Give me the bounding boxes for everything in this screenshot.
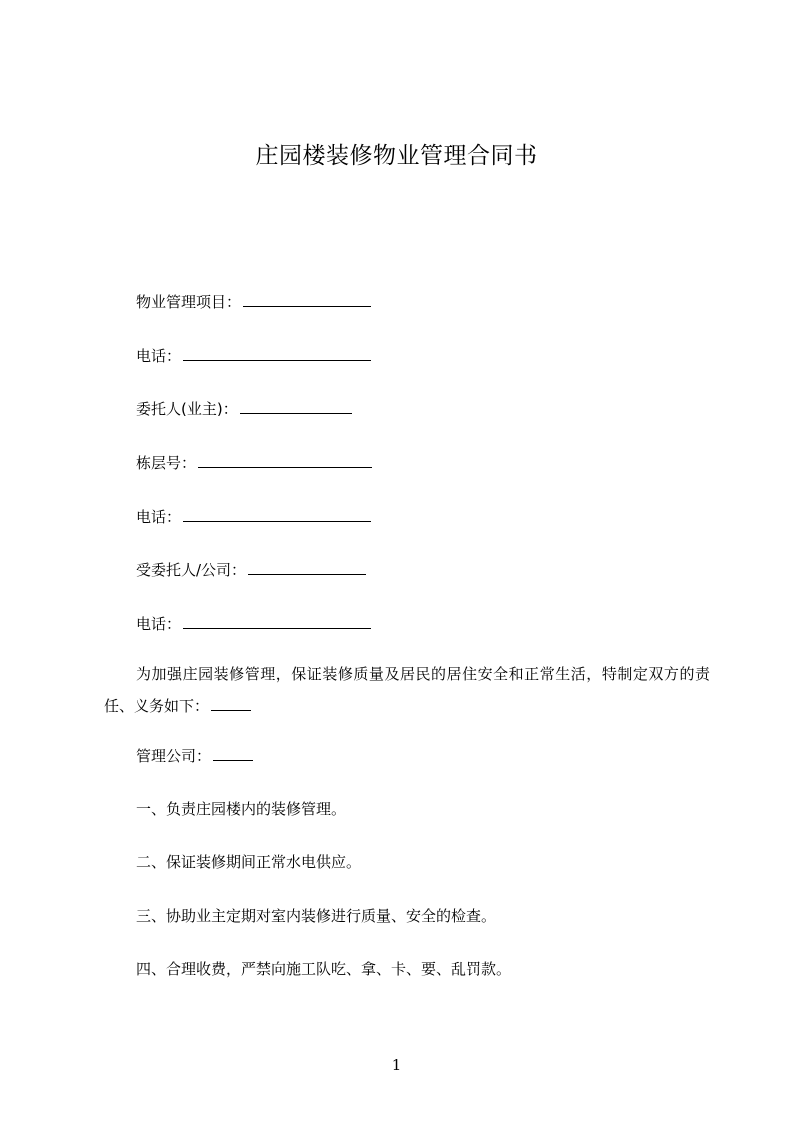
intro-text: 为加强庄园装修管理，保证装修质量及居民的居住安全和正常生活，特制定双方的责任、义务如下： [104,665,710,715]
fill-in-blank [183,505,371,522]
field-phone-2 [136,505,371,528]
fill-in-blank [183,612,371,629]
page-number: 1 [391,1056,402,1074]
fill-in-blank [248,558,366,575]
field-property-project [136,290,371,313]
fill-in-blank [211,694,251,711]
fill-in-blank [243,290,371,307]
field-label: 电话： [136,347,182,365]
field-phone-1 [136,344,371,367]
clause-item: 二、保证装修期间正常水电供应。 [136,853,362,871]
field-label: 委托人(业主)： [136,400,238,418]
field-contractor-company [136,558,366,581]
field-label: 电话： [136,508,182,526]
fill-in-blank [240,397,352,414]
fill-in-blank [213,744,253,761]
field-phone-3 [136,612,371,635]
field-label: 受委托人/公司： [136,561,247,579]
fill-in-blank [198,451,372,468]
clause-item: 三、协助业主定期对室内装修进行质量、安全的检查。 [136,907,497,925]
field-label: 物业管理项目： [136,293,242,311]
fill-in-blank [183,344,371,361]
clause-item: 一、负责庄园楼内的装修管理。 [136,800,347,818]
clause-item: 四、合理收费，严禁向施工队吃、拿、卡、要、乱罚款。 [136,960,512,978]
field-client-owner [136,397,352,420]
document-title: 庄园楼装修物业管理合同书 [255,143,538,169]
management-company-heading [136,744,253,767]
field-building-floor [136,451,372,474]
management-label: 管理公司： [136,747,212,765]
field-label: 电话： [136,615,182,633]
intro-paragraph [104,658,710,722]
field-label: 栋层号： [136,454,197,472]
